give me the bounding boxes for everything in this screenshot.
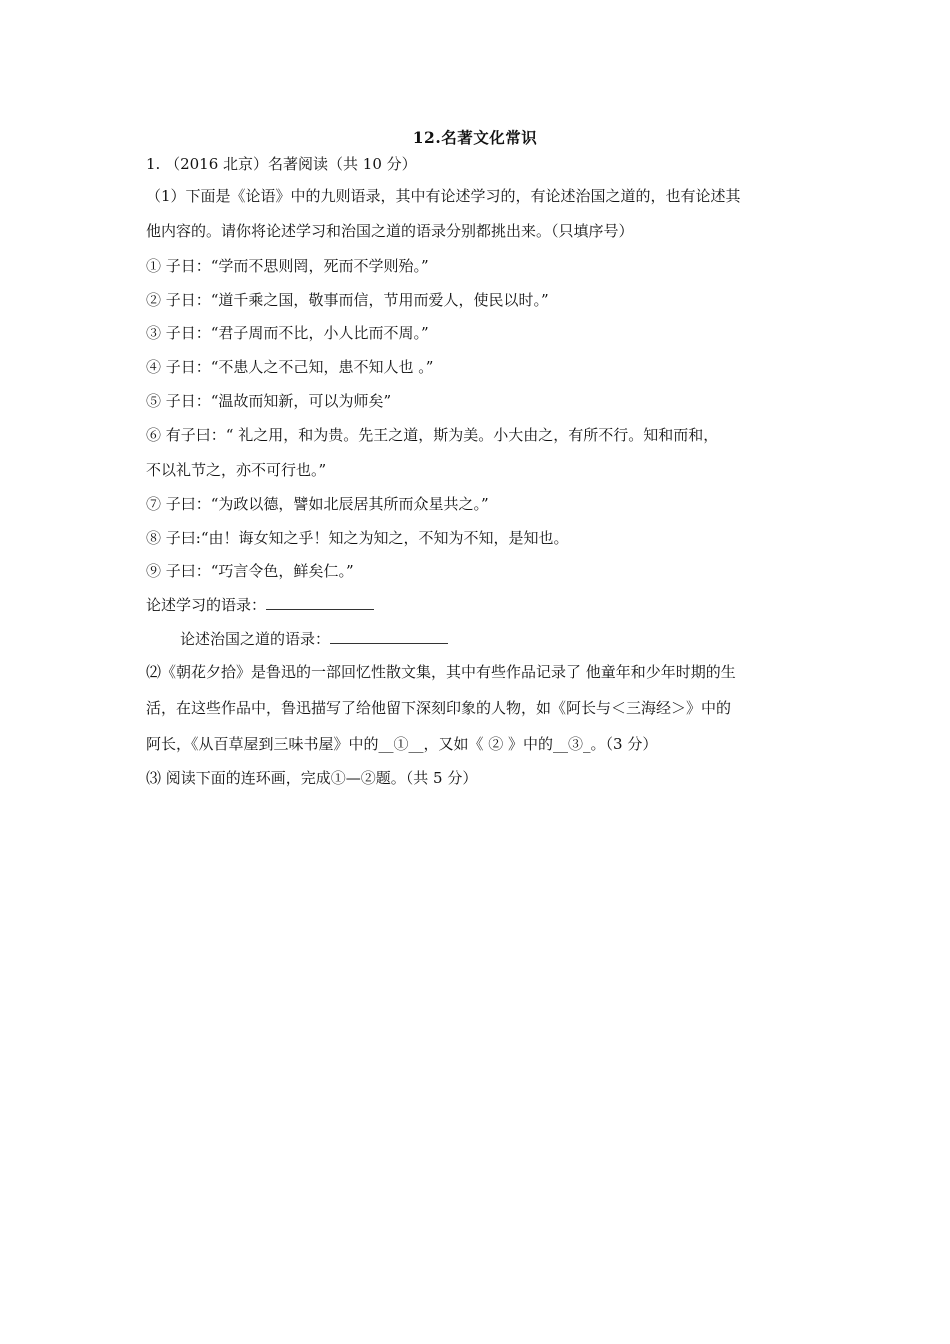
part2-line1: ⑵《朝花夕拾》是鲁迅的一部回忆性散文集，其中有些作品记录了 他童年和少年时期的生 xyxy=(146,663,736,681)
quote-5: ⑤ 子日：“温故而知新，可以为师矣” xyxy=(146,392,392,410)
document-title: 12.名著文化常识 xyxy=(412,128,538,147)
part2-line2: 活，在这些作品中，鲁迅描写了给他留下深刻印象的人物，如《阿长与＜三海经＞》中的 xyxy=(146,699,732,717)
quote-6-continued: 不以礼节之，亦不可行也。” xyxy=(146,461,327,479)
part2-line3: 阿长，《从百草屋到三味书屋》中的__①__，又如《 ② 》中的__③_。（3 分） xyxy=(146,735,658,753)
quote-1: ① 子日：“学而不思则罔，死而不学则殆。” xyxy=(146,257,429,275)
quote-8: ⑧ 子曰:“由！诲女知之乎！知之为知之，不知为不知，是知也。 xyxy=(146,529,569,547)
question-header: 1. （2016 北京）名著阅读（共 10 分） xyxy=(146,155,417,173)
answer-govern-blank[interactable] xyxy=(330,629,448,644)
quote-2: ② 子日：“道千乘之国，敬事而信，节用而爱人，使民以时。” xyxy=(146,291,549,309)
answer-govern-label: 论述治国之道的语录： xyxy=(180,630,331,648)
answer-study-row xyxy=(146,595,374,615)
part1-intro-line1: （1）下面是《论语》中的九则语录，其中有论述学习的，有论述治国之道的，也有论述其 xyxy=(146,187,741,205)
part3-line: ⑶ 阅读下面的连环画，完成①—②题。（共 5 分） xyxy=(146,769,478,787)
answer-study-label: 论述学习的语录： xyxy=(146,596,267,614)
quote-4: ④ 子日：“不患人之不己知，患不知人也 。” xyxy=(146,358,434,376)
quote-7: ⑦ 子曰：“为政以德，譬如北辰居其所而众星共之。” xyxy=(146,495,489,513)
quote-3: ③ 子日：“君子周而不比，小人比而不周。” xyxy=(146,324,429,342)
quote-9: ⑨ 子曰：“巧言令色，鲜矣仁。” xyxy=(146,562,354,580)
quote-6: ⑥ 有子曰：“ 礼之用，和为贵。先王之道，斯为美。小大由之，有所不行。知和而和， xyxy=(146,426,719,444)
part1-intro-line2: 他内容的。请你将论述学习和治国之道的语录分别都挑出来。（只填序号） xyxy=(146,222,634,240)
answer-study-blank[interactable] xyxy=(266,595,374,610)
answer-govern-row xyxy=(180,629,448,649)
